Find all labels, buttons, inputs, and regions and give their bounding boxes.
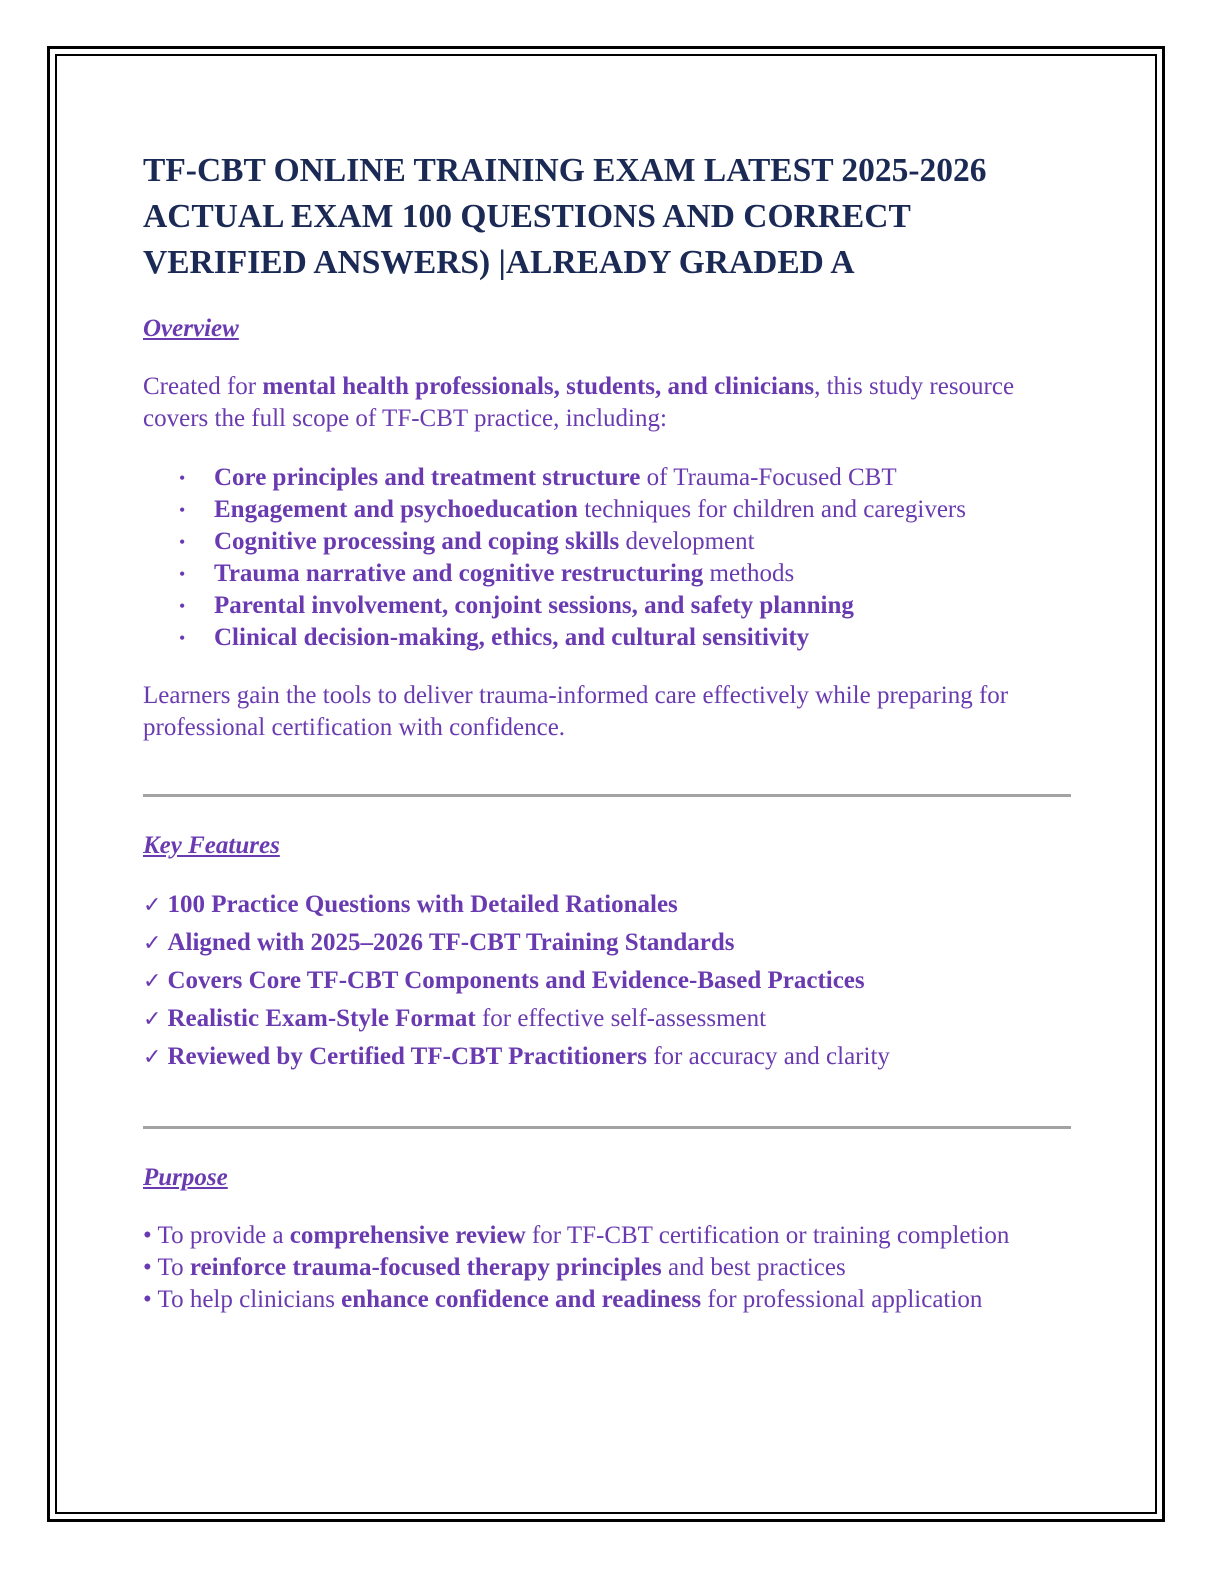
overview-intro: [143, 371, 1073, 435]
check-icon: ✓: [143, 1007, 162, 1032]
document-title: [143, 148, 1073, 286]
feature-bold: Reviewed by Certified TF-CBT Practitioners: [167, 1043, 647, 1070]
overview-heading: Overview: [143, 315, 239, 342]
feature-text: for accuracy and clarity: [646, 1043, 890, 1070]
list-item: [143, 622, 1073, 654]
purpose-item-post: for TF-CBT certification or training completion: [525, 1222, 1010, 1249]
bullet-icon: •: [179, 532, 186, 552]
purpose-item-bold: comprehensive review: [289, 1222, 526, 1249]
title-line-1: TF-CBT ONLINE TRAINING EXAM LATEST 2025-2026: [143, 152, 987, 189]
feature-text: for effective self-assessment: [475, 1005, 767, 1032]
title-line-2: ACTUAL EXAM 100 QUESTIONS AND CORRECT: [143, 198, 911, 235]
list-item-text: methods: [703, 560, 795, 587]
list-item-bold: Trauma narrative and cognitive restructuring: [214, 560, 704, 587]
overview-closing: Learners gain the tools to deliver trauma-informed care effectively while preparing for professional certification with confidence.: [143, 682, 1009, 741]
feature-item: [143, 924, 1073, 962]
purpose-item: [143, 1252, 1073, 1284]
feature-item: [143, 1038, 1073, 1076]
overview-bullet-list: [143, 462, 1073, 654]
overview-intro-bold: mental health professionals, students, and clinicians: [262, 373, 815, 400]
overview-intro-pre: Created for: [143, 373, 263, 400]
overview-intro-post: , this study resource covers the full scope of TF-CBT practice, including:: [143, 373, 1015, 432]
feature-bold: Aligned with 2025–2026 TF-CBT Training Standards: [167, 929, 735, 956]
list-item-bold: Parental involvement, conjoint sessions, and safety planning: [214, 592, 854, 619]
purpose-item-pre: • To help clinicians: [143, 1286, 342, 1313]
bullet-icon: •: [179, 500, 186, 520]
feature-item: [143, 886, 1073, 924]
bullet-icon: •: [179, 468, 186, 488]
list-item: [143, 526, 1073, 558]
check-icon: ✓: [143, 931, 162, 956]
purpose-item-pre: • To provide a: [143, 1222, 290, 1249]
list-item-text: techniques for children and caregivers: [577, 496, 966, 523]
feature-bold: 100 Practice Questions with Detailed Rationales: [167, 891, 678, 918]
feature-bold: Realistic Exam-Style Format: [167, 1005, 476, 1032]
list-item: [143, 462, 1073, 494]
purpose-heading: Purpose: [143, 1164, 228, 1191]
list-item-bold: Clinical decision-making, ethics, and cultural sensitivity: [214, 624, 810, 651]
key-features-list: [143, 886, 1073, 1076]
purpose-item: [143, 1220, 1073, 1252]
list-item: [143, 494, 1073, 526]
list-item-text: development: [619, 528, 755, 555]
bullet-icon: •: [179, 628, 186, 648]
purpose-item-post: and best practices: [661, 1254, 846, 1281]
feature-bold: Covers Core TF-CBT Components and Evidence-Based Practices: [167, 967, 865, 994]
list-item: [143, 558, 1073, 590]
bullet-icon: •: [179, 564, 186, 584]
purpose-list: [143, 1220, 1073, 1316]
purpose-item-bold: reinforce trauma-focused therapy principles: [189, 1254, 662, 1281]
list-item: [143, 590, 1073, 622]
purpose-item-post: for professional application: [701, 1286, 983, 1313]
list-item-bold: Cognitive processing and coping skills: [214, 528, 620, 555]
check-icon: ✓: [143, 893, 162, 918]
check-icon: ✓: [143, 1045, 162, 1070]
bullet-icon: •: [179, 596, 186, 616]
list-item-bold: Core principles and treatment structure: [214, 464, 641, 491]
document-content: [143, 148, 1073, 1316]
feature-item: [143, 1000, 1073, 1038]
list-item-bold: Engagement and psychoeducation: [214, 496, 578, 523]
purpose-item-pre: • To: [143, 1254, 190, 1281]
list-item-text: of Trauma-Focused CBT: [640, 464, 897, 491]
title-line-3: VERIFIED ANSWERS) |ALREADY GRADED A: [143, 244, 855, 281]
purpose-item-bold: enhance confidence and readiness: [341, 1286, 702, 1313]
check-icon: ✓: [143, 969, 162, 994]
feature-item: [143, 962, 1073, 1000]
key-features-heading: Key Features: [143, 832, 280, 859]
purpose-item: [143, 1284, 1073, 1316]
